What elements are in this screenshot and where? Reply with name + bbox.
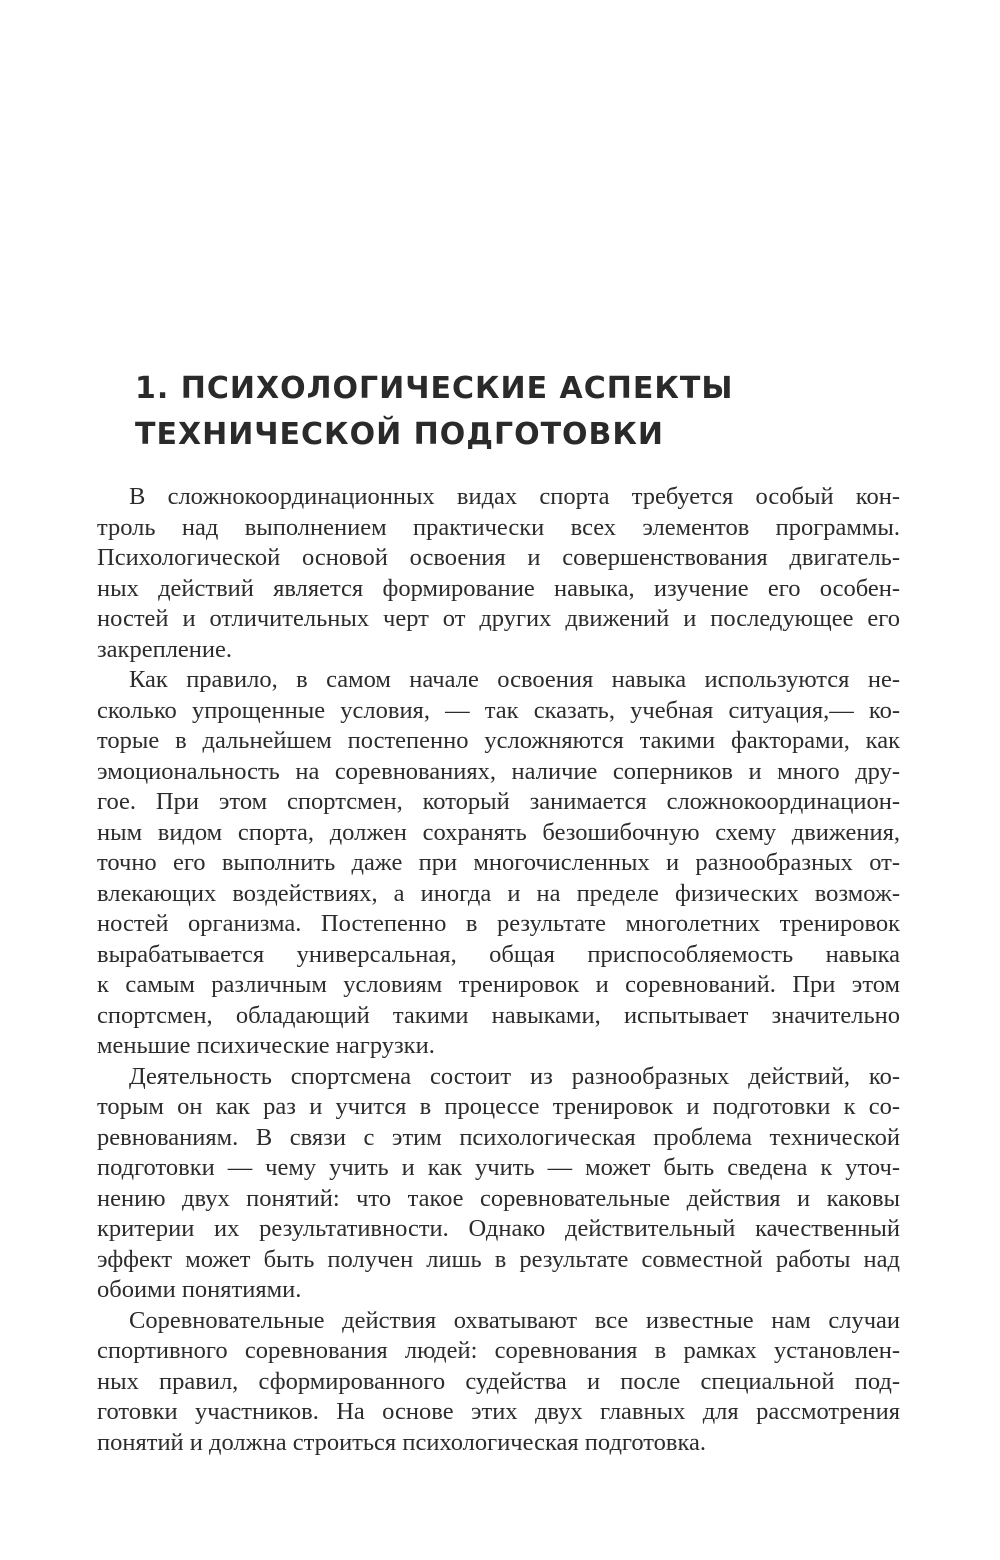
text-line: эффект может быть получен лишь в результате совместной работы над [97, 1245, 900, 1273]
text-line: спортсмен, обладающий такими навыками, испытывает значительно [97, 1001, 900, 1029]
text-line: гое. При этом спортсмен, который занимается сложнокоординацион- [97, 788, 900, 815]
text-line: В сложнокоординационных видах спорта требуется особый кон- [129, 483, 900, 510]
paragraph [97, 482, 900, 665]
text-line: ным видом спорта, должен сохранять безошибочную схему движения, [97, 818, 900, 846]
chapter-heading [135, 366, 915, 458]
text-line: Деятельность спортсмена состоит из разнообразных действий, ко- [129, 1062, 900, 1090]
text-line: сколько упрощенные условия, — так сказать, учебная ситуация,— ко- [97, 696, 900, 724]
paragraph [97, 665, 900, 1062]
text-line: готовки участников. На основе этих двух главных для рассмотрения [97, 1398, 900, 1425]
text-line: эмоциональность на соревнованиях, наличие соперников и много дру- [97, 757, 900, 785]
text-line: точно его выполнить даже при многочисленных и разнообразных от- [97, 849, 900, 876]
chapter-heading-line: ТЕХНИЧЕСКОЙ ПОДГОТОВКИ [135, 417, 665, 452]
text-line: ностей организма. Постепенно в результате многолетних тренировок [97, 910, 900, 937]
text-line: троль над выполнением практически всех элементов программы. [97, 513, 900, 541]
text-line: нению двух понятий: что такое соревновательные действия и каковы [97, 1184, 900, 1212]
text-line: закрепление. [97, 635, 233, 663]
text-line: Соревновательные действия охватывают все известные нам случаи [129, 1306, 900, 1334]
text-line: торые в дальнейшем постепенно усложняются такими факторами, как [97, 727, 900, 754]
text-line: обоими понятиями. [97, 1276, 302, 1303]
text-line: ностей и отличительных черт от других движений и последующее его [97, 605, 900, 632]
text-line: ревнованиям. В связи с этим психологическая проблема технической [97, 1123, 900, 1151]
text-line: подготовки — чему учить и как учить — может быть сведена к уточ- [97, 1154, 900, 1181]
text-line: торым он как раз и учится в процессе тренировок и подготовки к со- [97, 1093, 900, 1120]
text-line: ных правил, сформированного судейства и после специальной под- [97, 1367, 900, 1395]
text-line: меньшие психические нагрузки. [97, 1032, 435, 1059]
text-line: влекающих воздействиях, а иногда и на пределе физических возмож- [97, 879, 900, 907]
text-line: к самым различным условиям тренировок и соревнований. При этом [97, 971, 900, 998]
text-line: критерии их результативности. Однако действительный качественный [97, 1215, 900, 1242]
chapter-heading-line: 1. ПСИХОЛОГИЧЕСКИЕ АСПЕКТЫ [135, 371, 734, 406]
text-line: ных действий является формирование навыка, изучение его особен- [97, 574, 900, 602]
text-line: вырабатывается универсальная, общая приспособляемость навыка [97, 940, 900, 968]
text-line: понятий и должна строиться психологическая подготовка. [97, 1428, 707, 1456]
text-line: спортивного соревнования людей: соревнования в рамках установлен- [97, 1337, 900, 1364]
text-line: Психологической основой освоения и совершенствования двигатель- [97, 544, 900, 571]
body-text [97, 482, 900, 1458]
text-line: Как правило, в самом начале освоения навыка используются не- [129, 666, 900, 693]
paragraph [97, 1062, 900, 1306]
paragraph [97, 1306, 900, 1459]
